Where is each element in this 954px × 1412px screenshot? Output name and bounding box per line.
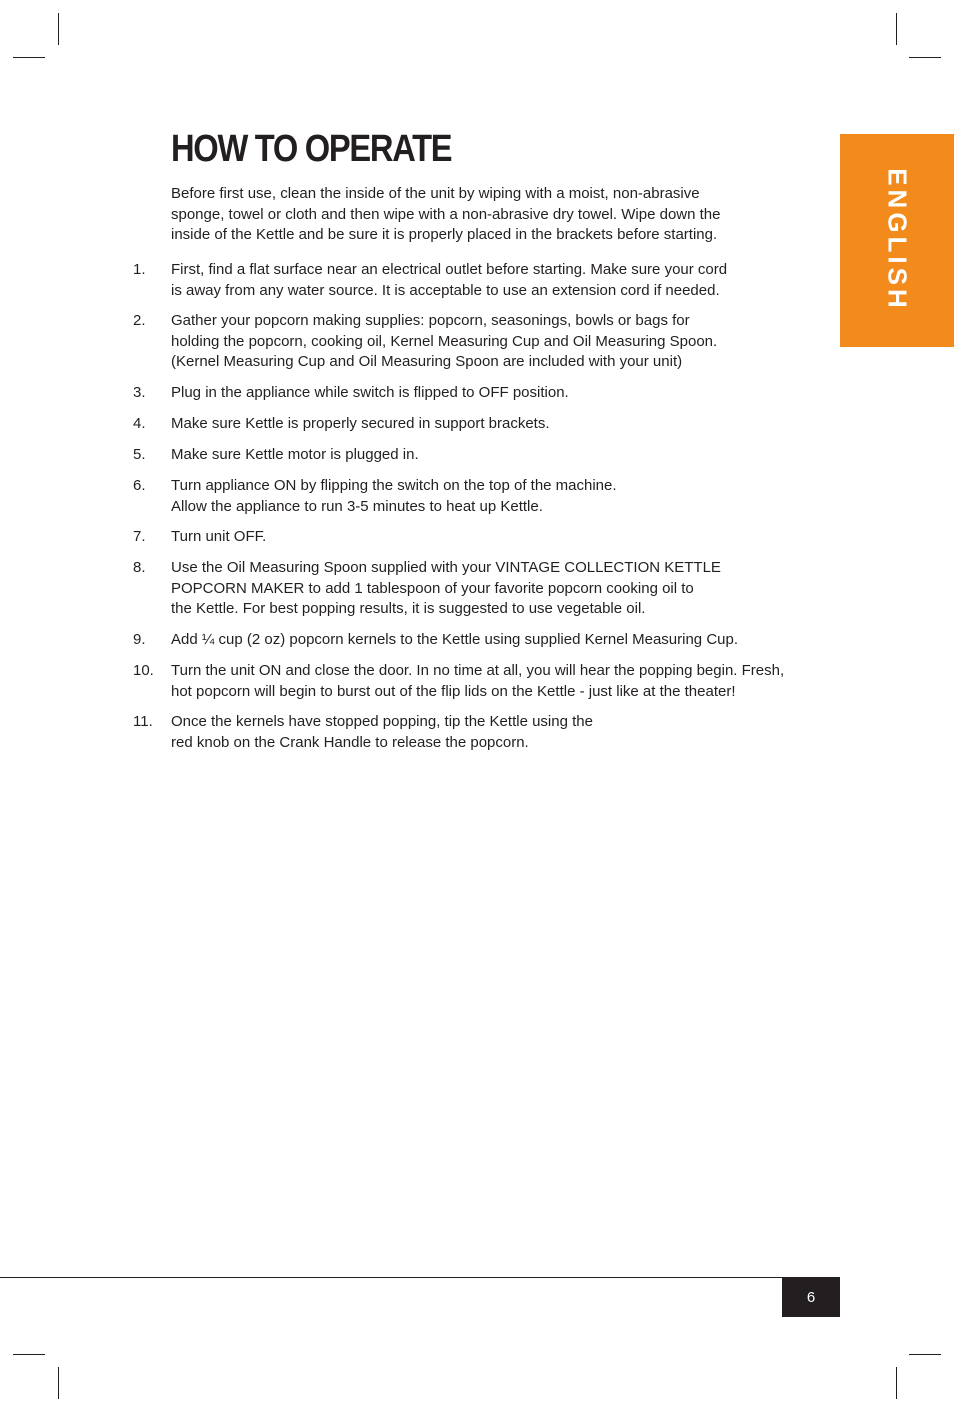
crop-mark [896,13,897,45]
crop-mark [909,57,941,58]
crop-mark [58,1367,59,1399]
step-text: Use the Oil Measuring Spoon supplied with your VINTAGE COLLECTION KETTLE [171,559,721,576]
step-number: 8. [133,559,146,576]
step-text: Turn the unit ON and close the door. In no time at all, you will hear the popping begin. Fresh, [171,662,785,679]
crop-mark [13,57,45,58]
step-text: (Kernel Measuring Cup and Oil Measuring Spoon are included with your unit) [171,353,683,371]
step-number: 2. [133,312,146,329]
intro-line: sponge, towel or cloth and then wipe with a non-abrasive dry towel. Wipe down the [171,205,721,223]
step-text: Once the kernels have stopped popping, tip the Kettle using the [171,713,593,730]
intro-paragraph [171,184,771,246]
step-number: 3. [133,384,146,401]
step-number: 10. [133,662,154,679]
step-number: 7. [133,528,146,545]
step-number: 6. [133,477,146,494]
step-text: Make sure Kettle motor is plugged in. [171,446,419,463]
step-number: 11. [133,713,153,730]
step-number: 4. [133,415,146,432]
crop-mark [13,1354,45,1355]
footer-divider [0,1277,840,1278]
step-text: Add ¼ cup (2 oz) popcorn kernels to the Kettle using supplied Kernel Measuring Cup. [171,631,738,648]
crop-mark [58,13,59,45]
step-text: Turn appliance ON by flipping the switch on the top of the machine. [171,477,617,494]
page-title: HOW TO OPERATE [171,128,452,170]
step-text: is away from any water source. It is acceptable to use an extension cord if needed. [171,281,720,299]
language-label: ENGLISH [882,168,913,312]
step-text: POPCORN MAKER to add 1 tablespoon of your favorite popcorn cooking oil to [171,579,694,597]
page-number: 6 [806,1289,816,1306]
step-text: First, find a flat surface near an electrical outlet before starting. Make sure your cord [171,261,728,278]
step-text: the Kettle. For best popping results, it is suggested to use vegetable oil. [171,600,646,618]
step-text: Allow the appliance to run 3-5 minutes to heat up Kettle. [171,497,543,515]
step-number: 1. [133,261,146,278]
step-text: Make sure Kettle is properly secured in support brackets. [171,415,550,432]
step-text: holding the popcorn, cooking oil, Kernel Measuring Cup and Oil Measuring Spoon. [171,332,718,350]
crop-mark [896,1367,897,1399]
intro-line: inside of the Kettle and be sure it is properly placed in the brackets before starting. [171,226,718,244]
step-text: Turn unit OFF. [171,528,267,545]
step-number: 9. [133,631,146,648]
crop-mark [909,1354,941,1355]
page-number-badge [782,1278,840,1317]
step-text: hot popcorn will begin to burst out of the flip lids on the Kettle - just like at the theater! [171,682,736,700]
language-tab [840,134,954,347]
intro-line: Before first use, clean the inside of the unit by wiping with a moist, non-abrasive [171,185,700,202]
step-text: red knob on the Crank Handle to release the popcorn. [171,733,529,751]
step-number: 5. [133,446,146,463]
step-text: Gather your popcorn making supplies: popcorn, seasonings, bowls or bags for [171,312,690,329]
step-text: Plug in the appliance while switch is flipped to OFF position. [171,384,569,401]
